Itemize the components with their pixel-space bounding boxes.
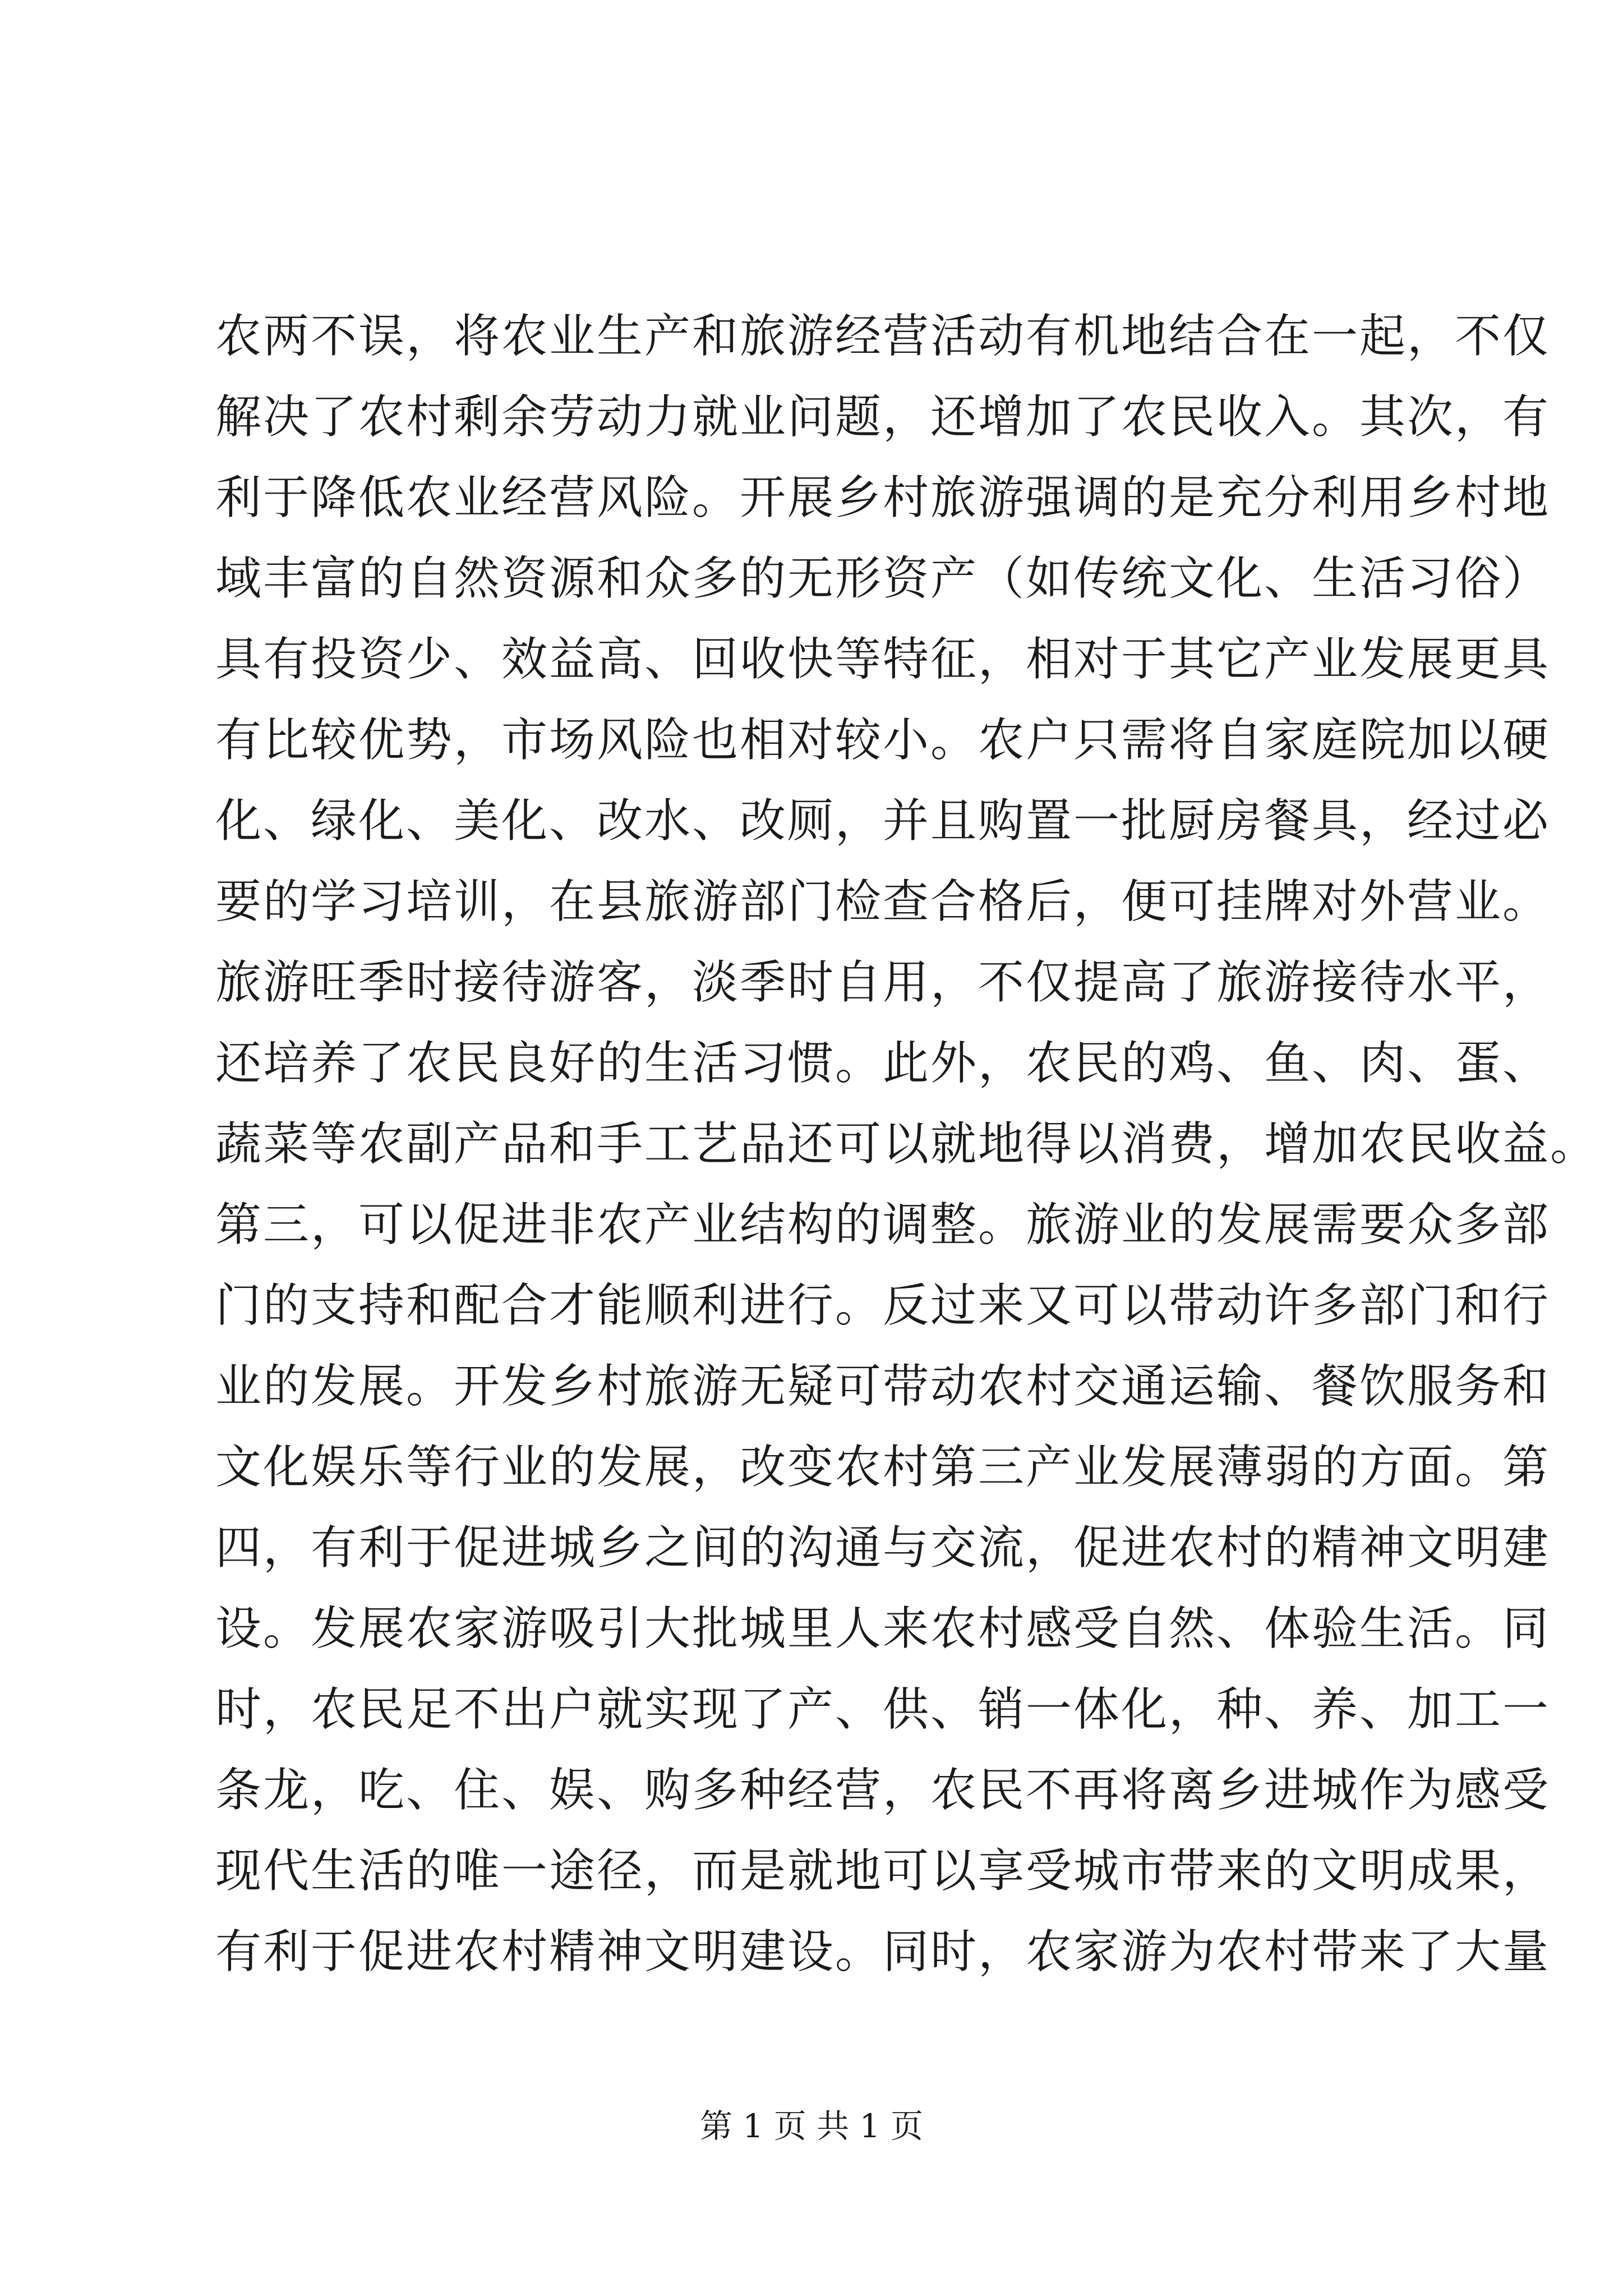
- text-line: 农两不误，将农业生产和旅游经营活动有机地结合在一起，不仅: [215, 310, 1551, 363]
- text-line: 文化娱乐等行业的发展，改变农村第三产业发展薄弱的方面。第: [215, 1441, 1551, 1494]
- text-line: 蔬菜等农副产品和手工艺品还可以就地得以消费，增加农民收益。: [215, 1117, 1598, 1171]
- text-line: 门的支持和配合才能顺利进行。反过来又可以带动许多部门和行: [215, 1279, 1551, 1332]
- text-line: 四，有利于促进城乡之间的沟通与交流，促进农村的精神文明建: [215, 1521, 1551, 1575]
- text-line: 有利于促进农村精神文明建设。同时，农家游为农村带来了大量: [215, 1925, 1551, 1978]
- text-line: 要的学习培训，在县旅游部门检查合格后，便可挂牌对外营业。: [215, 875, 1551, 928]
- text-line: 时，农民足不出户就实现了产、供、销一体化，种、养、加工一: [215, 1683, 1551, 1736]
- text-line: 业的发展。开发乡村旅游无疑可带动农村交通运输、餐饮服务和: [215, 1360, 1551, 1413]
- page-number-footer: 第 1 页 共 1 页: [700, 2107, 923, 2145]
- text-line: 条龙，吃、住、娱、购多种经营，农民不再将离乡进城作为感受: [215, 1764, 1551, 1817]
- text-line: 有比较优势，市场风险也相对较小。农户只需将自家庭院加以硬: [215, 714, 1551, 767]
- text-line: 还培养了农民良好的生活习惯。此外，农民的鸡、鱼、肉、蛋、: [215, 1037, 1551, 1090]
- text-line: 利于降低农业经营风险。开展乡村旅游强调的是充分利用乡村地: [215, 471, 1551, 524]
- text-line: 设。发展农家游吸引大批城里人来农村感受自然、体验生活。同: [215, 1602, 1551, 1655]
- text-line: 现代生活的唯一途径，而是就地可以享受城市带来的文明成果，: [215, 1844, 1551, 1898]
- text-line: 具有投资少、效益高、回收快等特征，相对于其它产业发展更具: [215, 633, 1551, 686]
- text-line: 第三，可以促进非农产业结构的调整。旅游业的发展需要众多部: [215, 1198, 1551, 1251]
- body-text: [215, 296, 1598, 1993]
- text-line: 旅游旺季时接待游客，淡季时自用，不仅提高了旅游接待水平，: [215, 956, 1551, 1009]
- text-line: 解决了农村剩余劳动力就业问题，还增加了农民收入。其次，有: [215, 390, 1551, 444]
- text-line: 域丰富的自然资源和众多的无形资产（如传统文化、生活习俗）: [215, 552, 1551, 605]
- text-line: 化、绿化、美化、改水、改厕，并且购置一批厨房餐具，经过必: [215, 794, 1551, 848]
